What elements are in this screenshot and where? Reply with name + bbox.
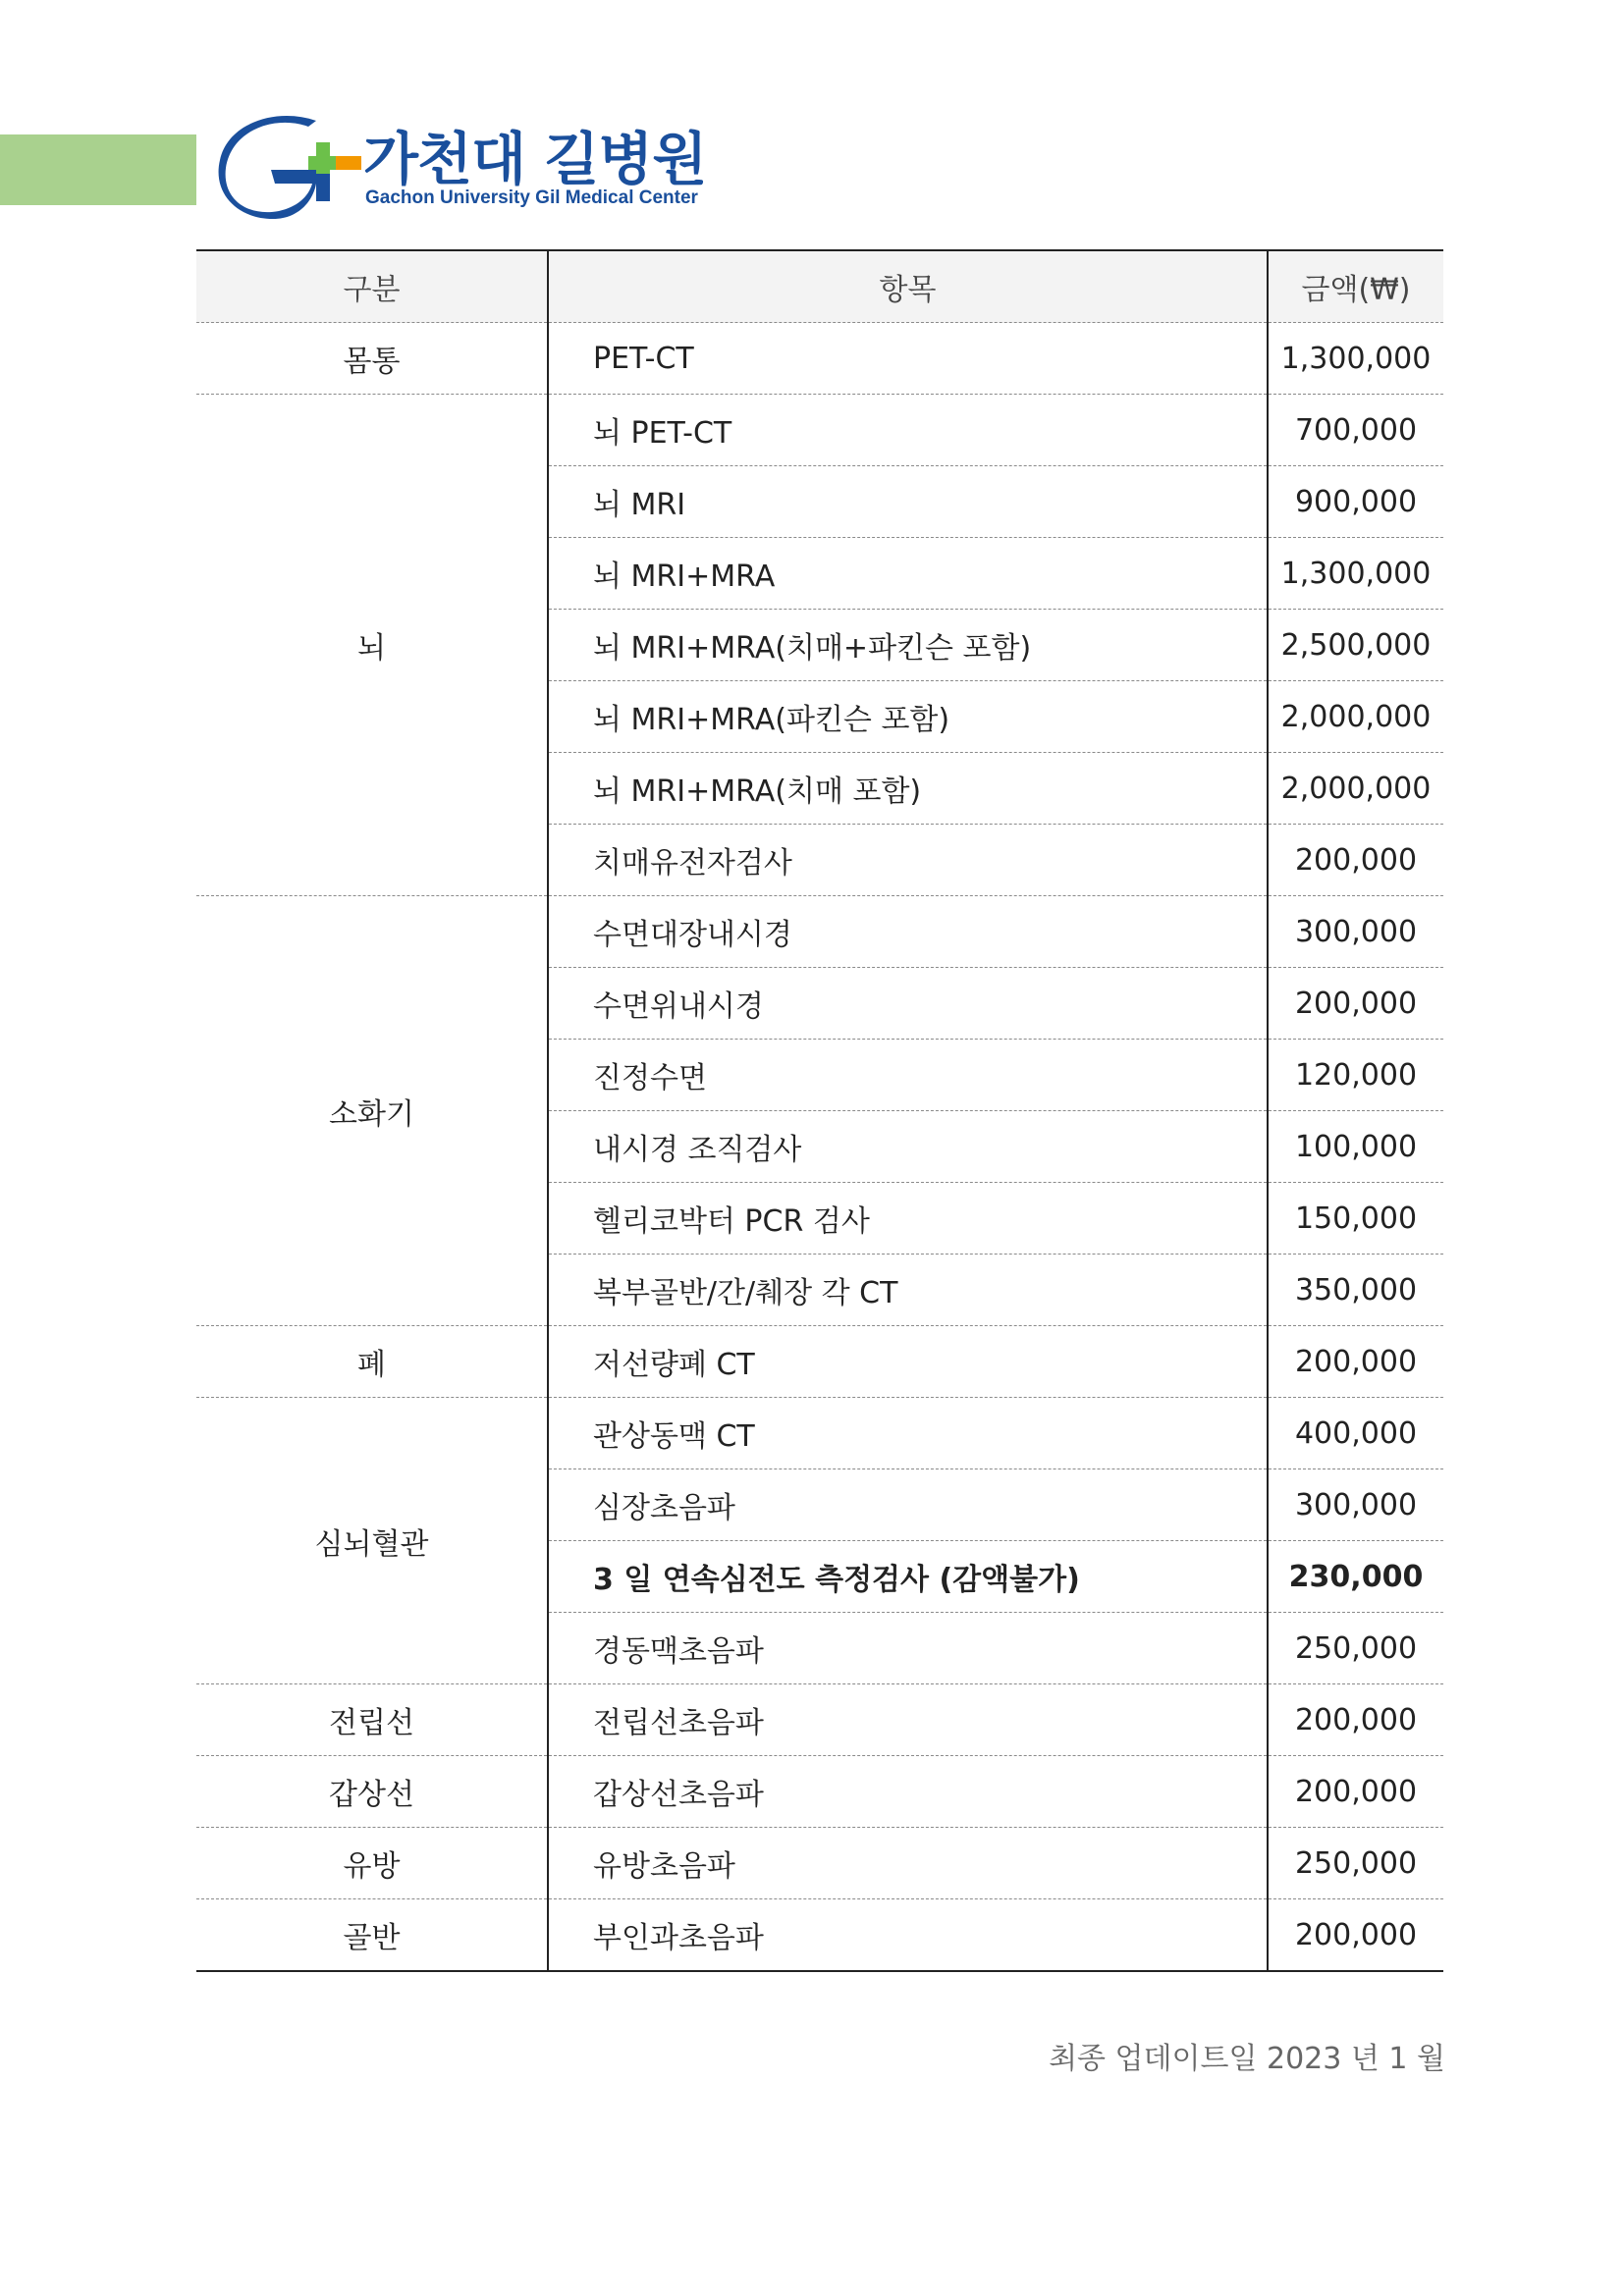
amount-cell: 100,000 — [1268, 1111, 1443, 1183]
item-cell: 뇌 MRI+MRA(치매 포함) — [548, 753, 1268, 825]
item-cell: 저선량폐 CT — [548, 1326, 1268, 1398]
amount-cell: 150,000 — [1268, 1183, 1443, 1255]
amount-cell: 300,000 — [1268, 896, 1443, 968]
category-cell: 소화기 — [196, 896, 548, 1326]
table-row — [196, 1756, 1443, 1828]
item-cell: 뇌 MRI+MRA(치매+파킨슨 포함) — [548, 610, 1268, 681]
category-cell: 갑상선 — [196, 1756, 548, 1828]
category-cell: 몸통 — [196, 323, 548, 395]
item-cell: 전립선초음파 — [548, 1684, 1268, 1756]
amount-cell: 200,000 — [1268, 1899, 1443, 1972]
item-cell: 뇌 MRI — [548, 466, 1268, 538]
amount-cell: 200,000 — [1268, 1326, 1443, 1398]
logo-english-name: Gachon University Gil Medical Center — [365, 187, 698, 208]
gil-logo-icon — [218, 113, 365, 221]
category-cell: 유방 — [196, 1828, 548, 1899]
item-cell: 수면대장내시경 — [548, 896, 1268, 968]
category-cell: 폐 — [196, 1326, 548, 1398]
item-cell: 복부골반/간/췌장 각 CT — [548, 1255, 1268, 1326]
amount-cell: 200,000 — [1268, 825, 1443, 896]
amount-cell: 200,000 — [1268, 1756, 1443, 1828]
table-row — [196, 323, 1443, 395]
amount-cell: 200,000 — [1268, 968, 1443, 1040]
item-cell: 진정수면 — [548, 1040, 1268, 1111]
header-item: 항목 — [548, 250, 1268, 323]
item-cell: 뇌 MRI+MRA — [548, 538, 1268, 610]
item-cell: 유방초음파 — [548, 1828, 1268, 1899]
table-row — [196, 1899, 1443, 1972]
logo-korean-name: 가천대 길병원 — [363, 126, 707, 192]
amount-cell: 2,000,000 — [1268, 753, 1443, 825]
table-row — [196, 1684, 1443, 1756]
accent-bar — [0, 134, 196, 205]
amount-cell: 230,000 — [1268, 1541, 1443, 1613]
item-cell: 경동맥초음파 — [548, 1613, 1268, 1684]
table-row — [196, 395, 1443, 466]
table-row — [196, 1828, 1443, 1899]
item-cell: 내시경 조직검사 — [548, 1111, 1268, 1183]
amount-cell: 350,000 — [1268, 1255, 1443, 1326]
table-row — [196, 1398, 1443, 1469]
amount-cell: 2,000,000 — [1268, 681, 1443, 753]
amount-cell: 250,000 — [1268, 1613, 1443, 1684]
item-cell: 수면위내시경 — [548, 968, 1268, 1040]
amount-cell: 900,000 — [1268, 466, 1443, 538]
item-cell: 3 일 연속심전도 측정검사 (감액불가) — [548, 1541, 1268, 1613]
amount-cell: 120,000 — [1268, 1040, 1443, 1111]
category-cell: 골반 — [196, 1899, 548, 1972]
item-cell: 뇌 MRI+MRA(파킨슨 포함) — [548, 681, 1268, 753]
category-cell: 전립선 — [196, 1684, 548, 1756]
category-cell: 뇌 — [196, 395, 548, 896]
price-table — [196, 249, 1443, 1972]
amount-cell: 2,500,000 — [1268, 610, 1443, 681]
item-cell: PET-CT — [548, 323, 1268, 395]
last-updated-note: 최종 업데이트일 2023 년 1 월 — [1049, 2042, 1445, 2076]
hospital-logo — [218, 113, 729, 221]
amount-cell: 200,000 — [1268, 1684, 1443, 1756]
amount-cell: 400,000 — [1268, 1398, 1443, 1469]
item-cell: 심장초음파 — [548, 1469, 1268, 1541]
amount-cell: 1,300,000 — [1268, 538, 1443, 610]
category-cell: 심뇌혈관 — [196, 1398, 548, 1684]
item-cell: 치매유전자검사 — [548, 825, 1268, 896]
table-header-row — [196, 250, 1443, 323]
item-cell: 뇌 PET-CT — [548, 395, 1268, 466]
header-amount: 금액(₩) — [1268, 250, 1443, 323]
table-row — [196, 896, 1443, 968]
item-cell: 관상동맥 CT — [548, 1398, 1268, 1469]
item-cell: 부인과초음파 — [548, 1899, 1268, 1972]
header-category: 구분 — [196, 250, 548, 323]
item-cell: 갑상선초음파 — [548, 1756, 1268, 1828]
amount-cell: 250,000 — [1268, 1828, 1443, 1899]
table-row — [196, 1326, 1443, 1398]
amount-cell: 700,000 — [1268, 395, 1443, 466]
amount-cell: 300,000 — [1268, 1469, 1443, 1541]
item-cell: 헬리코박터 PCR 검사 — [548, 1183, 1268, 1255]
amount-cell: 1,300,000 — [1268, 323, 1443, 395]
